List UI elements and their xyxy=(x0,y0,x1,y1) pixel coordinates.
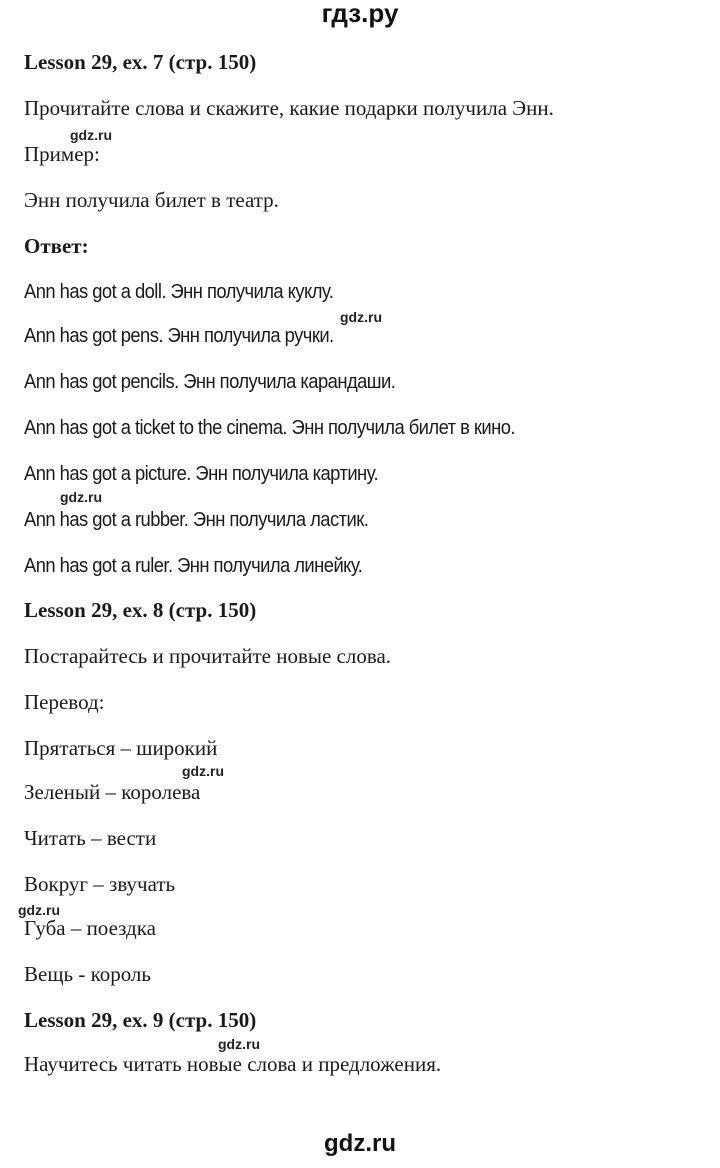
ex8-pair: Губа – поездка xyxy=(24,916,156,940)
watermark: gdz.ru xyxy=(340,309,382,325)
ex8-pair: Вещь - король xyxy=(24,962,151,986)
ex7-answer-item: Ann has got a rubber. Энн получила ластик. xyxy=(24,509,369,531)
ex7-answer-item: Ann has got pens. Энн получила ручки. xyxy=(24,325,334,347)
ex7-answer-item: Ann has got pencils. Энн получила карандаши. xyxy=(24,371,396,393)
watermark: gdz.ru xyxy=(70,127,112,143)
ex9-title: Lesson 29, ex. 9 (стр. 150) xyxy=(24,1008,257,1032)
ex8-instruction: Постарайтесь и прочитайте новые слова. xyxy=(24,644,392,668)
watermark: gdz.ru xyxy=(182,763,224,779)
ex7-example: Энн получила билет в театр. xyxy=(24,188,279,212)
ex7-answer-label: Ответ: xyxy=(24,234,89,258)
watermark: gdz.ru xyxy=(218,1036,260,1052)
ex8-pair: Зеленый – королева xyxy=(24,780,201,804)
ex8-title: Lesson 29, ex. 8 (стр. 150) xyxy=(24,598,257,622)
ex7-answer-item: Ann has got a picture. Энн получила картину. xyxy=(24,463,379,485)
ex7-instruction: Прочитайте слова и скажите, какие подарки получила Энн. xyxy=(24,96,554,120)
ex9-instruction: Научитесь читать новые слова и предложения. xyxy=(24,1052,442,1076)
ex7-answer-item: Ann has got a ticket to the cinema. Энн получила билет в кино. xyxy=(24,417,515,439)
ex7-answer-item: Ann has got a ruler. Энн получила линейку. xyxy=(24,555,363,577)
ex7-title: Lesson 29, ex. 7 (стр. 150) xyxy=(24,50,257,74)
ex8-pair: Читать – вести xyxy=(24,826,157,850)
ex8-pair: Вокруг – звучать xyxy=(24,872,176,896)
ex8-translation-label: Перевод: xyxy=(24,690,105,714)
ex7-example-label: Пример: xyxy=(24,142,100,166)
ex7-answer-item: Ann has got a doll. Энн получила куклу. xyxy=(24,281,334,303)
watermark: gdz.ru xyxy=(18,902,60,918)
site-footer: gdz.ru xyxy=(324,1130,396,1157)
watermark: gdz.ru xyxy=(60,489,102,505)
ex8-pair: Прятаться – широкий xyxy=(24,736,218,760)
site-header: гдз.ру xyxy=(321,0,399,28)
